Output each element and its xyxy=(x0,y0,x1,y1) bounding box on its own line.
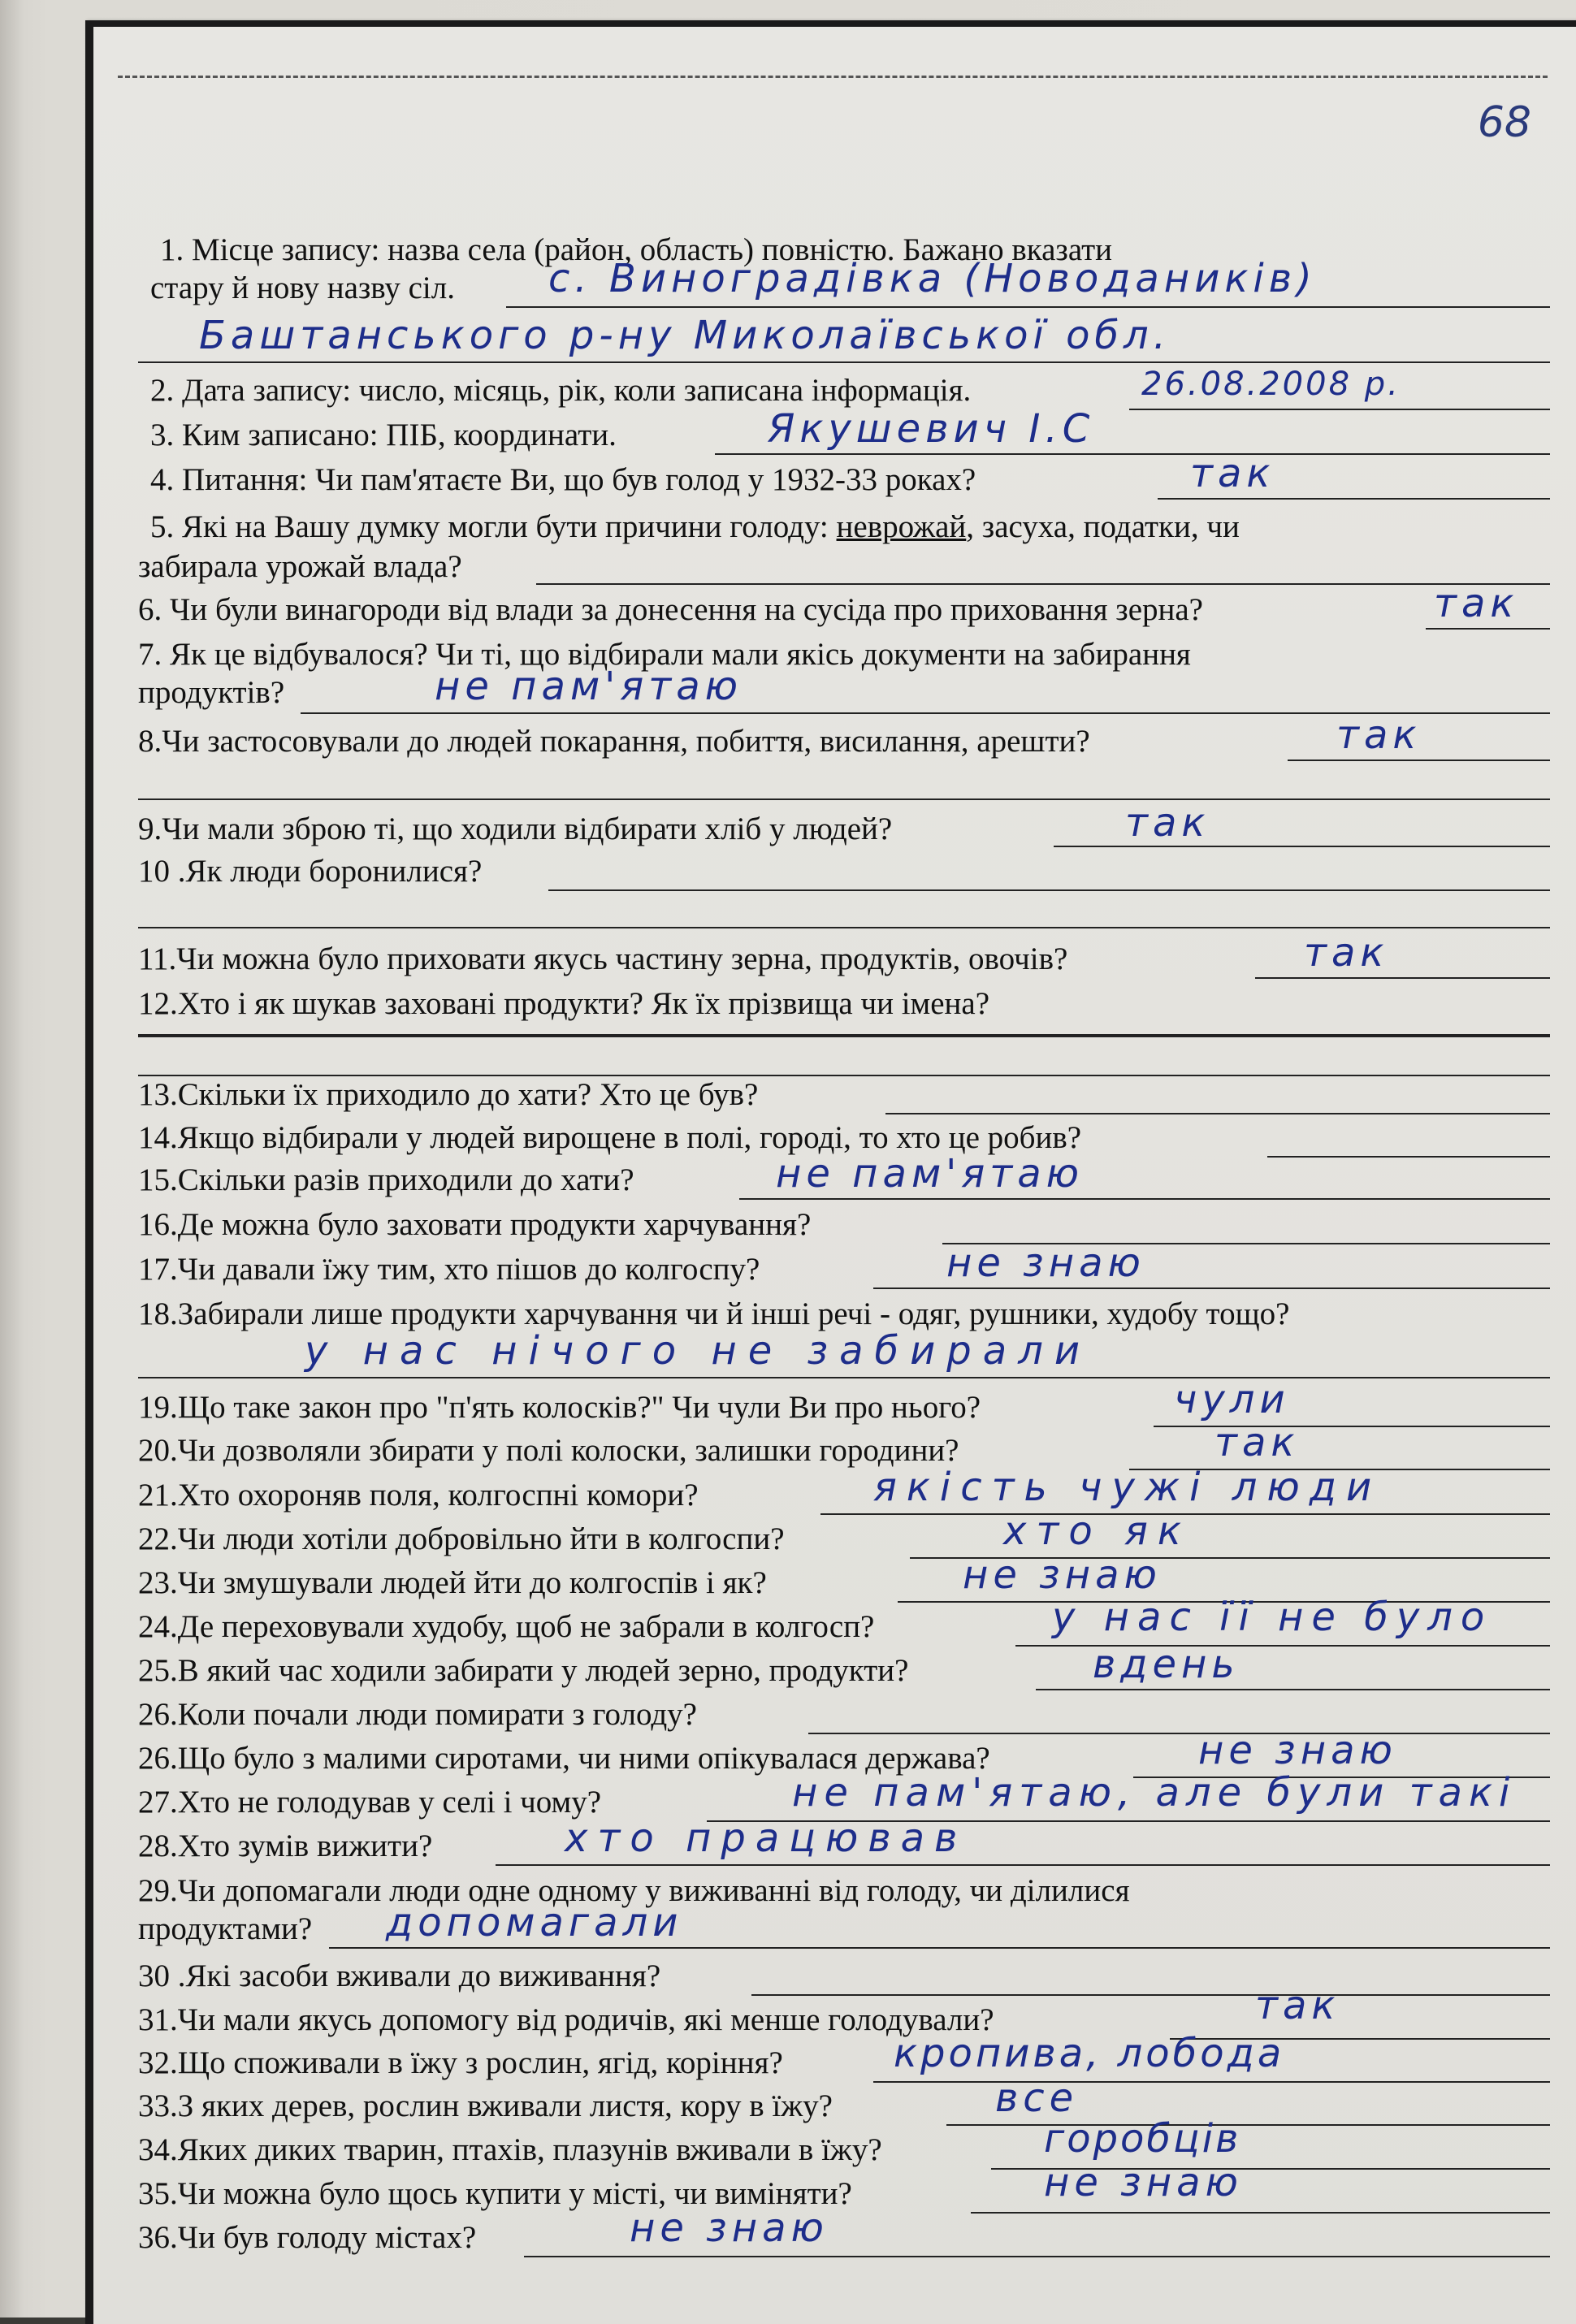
question-text: забирала урожай влада? xyxy=(138,549,462,584)
handwritten-answer: у нас її не було xyxy=(1052,1595,1493,1640)
question-text: 16.Де можна було заховати продукти харчування? xyxy=(138,1207,812,1242)
question-text: 27.Хто не голодував у селі і чому? xyxy=(138,1785,602,1820)
answer-line xyxy=(1036,1689,1550,1690)
question-text: 23.Чи змушували людей йти до колгоспів і як? xyxy=(138,1565,767,1600)
handwritten-answer: горобців xyxy=(1044,2116,1241,2162)
answer-line xyxy=(1426,628,1550,630)
handwritten-answer: чули xyxy=(1174,1377,1290,1422)
handwritten-answer: хто працював xyxy=(565,1815,968,1861)
underlined-option: неврожай xyxy=(836,509,967,544)
handwritten-answer: у нас нічого не забирали xyxy=(305,1328,1092,1374)
question-text: 6. Чи були винагороди від влади за донесення на сусіда про приховання зерна? xyxy=(138,592,1203,627)
handwritten-answer: Якушевич І.С xyxy=(768,406,1095,452)
answer-line xyxy=(329,1947,1550,1949)
question-text: 30 .Які засоби вживали до виживання? xyxy=(138,1958,661,1993)
handwritten-answer: не знаю xyxy=(946,1240,1145,1286)
question-text: 36.Чи був голоду містах? xyxy=(138,2220,477,2255)
blank-answer-line xyxy=(138,798,1550,800)
handwritten-answer: так xyxy=(1214,1420,1300,1465)
question-text: 15.Скільки разів приходили до хати? xyxy=(138,1162,634,1197)
handwritten-answer: хто як xyxy=(1003,1508,1191,1554)
questionnaire-sheet xyxy=(85,20,1576,2324)
question-text: 3. Ким записано: ПІБ, координати. xyxy=(150,418,617,452)
blank-answer-line xyxy=(138,1075,1550,1076)
question-text: продуктами? xyxy=(138,1911,313,1946)
answer-line xyxy=(138,361,1550,363)
question-text: 9.Чи мали зброю ті, що ходили відбирати хліб у людей? xyxy=(138,811,893,846)
handwritten-answer: так xyxy=(1304,930,1389,976)
answer-line xyxy=(971,2212,1550,2214)
question-text: продуктів? xyxy=(138,675,285,710)
answer-line xyxy=(496,1864,1550,1866)
answer-line xyxy=(138,1377,1550,1378)
answer-line xyxy=(751,1994,1550,1996)
handwritten-answer: вдень xyxy=(1093,1642,1240,1687)
question-text: 8.Чи застосовували до людей покарання, побиття, висилання, арешти? xyxy=(138,724,1090,759)
question-text: 26.Що було з малими сиротами, чи ними опікувалася держава? xyxy=(138,1741,990,1776)
answer-line xyxy=(1158,498,1550,500)
handwritten-answer: не знаю xyxy=(963,1552,1162,1598)
question-text: 29.Чи допомагали люди одне одному у виживанні від голоду, чи ділилися xyxy=(138,1873,1130,1908)
question-text: 7. Як це відбувалося? Чи ті, що відбирали мали якісь документи на забирання xyxy=(138,637,1191,672)
blank-answer-line xyxy=(138,1034,1550,1037)
question-text: 20.Чи дозволяли збирати у полі колоски, залишки городини? xyxy=(138,1433,959,1468)
question-text: 26.Коли почали люди помирати з голоду? xyxy=(138,1697,697,1732)
handwritten-answer: так xyxy=(1336,712,1422,758)
handwritten-answer: так xyxy=(1255,1983,1340,2028)
answer-line xyxy=(1255,977,1550,979)
question-text: 19.Що таке закон про "п'ять колосків?" Чи чули Ви про нього? xyxy=(138,1390,981,1425)
handwritten-answer: допомагали xyxy=(386,1900,683,1945)
question-text: 12.Хто і як шукав заховані продукти? Як їх прізвища чи імена? xyxy=(138,986,990,1021)
question-text: 11.Чи можна було приховати якусь частину зерна, продуктів, овочів? xyxy=(138,941,1068,976)
question-text: 28.Хто зумів вижити? xyxy=(138,1828,433,1863)
handwritten-answer: все xyxy=(995,2075,1079,2121)
question-text: 34.Яких диких тварин, птахів, плазунів вживали в їжу? xyxy=(138,2132,882,2167)
handwritten-answer: не пам'ятаю xyxy=(435,664,743,709)
answer-line xyxy=(506,306,1550,308)
handwritten-answer: не пам'ятаю, але були такі xyxy=(792,1770,1517,1815)
handwritten-answer: не знаю xyxy=(1044,2160,1243,2205)
page-number: 68 xyxy=(1477,98,1531,147)
handwritten-answer: не знаю xyxy=(1198,1728,1397,1773)
answer-line xyxy=(1129,409,1550,410)
question-text: 17.Чи давали їжу тим, хто пішов до колгоспу? xyxy=(138,1252,760,1287)
answer-line xyxy=(524,2256,1550,2257)
question-text: стару й нову назву сіл. xyxy=(150,270,455,305)
answer-line xyxy=(1288,760,1550,761)
question-text: 31.Чи мали якусь допомогу від родичів, які менше голодували? xyxy=(138,2002,994,2037)
question-text: 33.З яких дерев, рослин вживали листя, кору в їжу? xyxy=(138,2088,833,2123)
answer-line xyxy=(885,1113,1550,1114)
answer-line xyxy=(548,889,1550,891)
handwritten-answer: Баштанського р-ну Миколаївської обл. xyxy=(199,313,1171,358)
question-text: 22.Чи люди хотіли добровільно йти в колгоспи? xyxy=(138,1521,785,1556)
answer-line xyxy=(873,2081,1550,2083)
answer-line xyxy=(1267,1156,1550,1158)
top-dashed-rule xyxy=(118,76,1548,78)
question-text: 25.В який час ходили забирати у людей зерно, продукти? xyxy=(138,1653,909,1688)
question-text: 13.Скільки їх приходило до хати? Хто це був? xyxy=(138,1077,759,1112)
handwritten-answer: не пам'ятаю xyxy=(776,1151,1085,1197)
answer-line xyxy=(808,1733,1550,1734)
answer-line xyxy=(1054,846,1550,847)
question-text: 35.Чи можна було щось купити у місті, чи виміняти? xyxy=(138,2176,852,2211)
handwritten-answer: так xyxy=(1434,581,1519,626)
handwritten-answer: с. Виноградівка (Новодаників) xyxy=(548,256,1317,301)
answer-line xyxy=(715,453,1550,455)
question-text: 4. Питання: Чи пам'ятаєте Ви, що був голод у 1932-33 роках? xyxy=(150,462,976,497)
blank-answer-line xyxy=(138,927,1550,928)
answer-line xyxy=(1154,1426,1550,1427)
handwritten-answer: кропива, лобода xyxy=(894,2031,1285,2076)
question-text: 32.Що споживали в їжу з рослин, ягід, коріння? xyxy=(138,2045,783,2080)
answer-line xyxy=(739,1198,1550,1200)
question-text: 21.Хто охороняв поля, колгоспні комори? xyxy=(138,1478,699,1513)
answer-line xyxy=(536,583,1550,585)
answer-line xyxy=(946,2124,1550,2126)
handwritten-answer: так xyxy=(1190,451,1275,496)
question-text: 10 .Як люди боронилися? xyxy=(138,854,483,889)
handwritten-answer: 26.08.2008 р. xyxy=(1141,366,1401,403)
question-text: 2. Дата запису: число, місяць, рік, коли записана інформація. xyxy=(150,373,972,408)
question-text: 1. Місце запису: назва села (район, область) повністю. Бажано вказати xyxy=(160,232,1113,267)
handwritten-answer: якість чужі люди xyxy=(873,1465,1382,1510)
handwritten-answer: так xyxy=(1125,800,1210,846)
handwritten-answer: не знаю xyxy=(630,2205,829,2251)
question-text: 18.Забирали лише продукти харчування чи й інші речі - одяг, рушники, худобу тощо? xyxy=(138,1296,1290,1331)
answer-line xyxy=(873,1288,1550,1289)
question-text: 5. Які на Вашу думку могли бути причини голоду: неврожай, засуха, податки, чи xyxy=(150,509,1240,544)
question-text: 24.Де переховували худобу, щоб не забрали в колгосп? xyxy=(138,1609,875,1644)
question-text: 14.Якщо відбирали у людей вирощене в полі, городі, то хто це робив? xyxy=(138,1120,1082,1155)
